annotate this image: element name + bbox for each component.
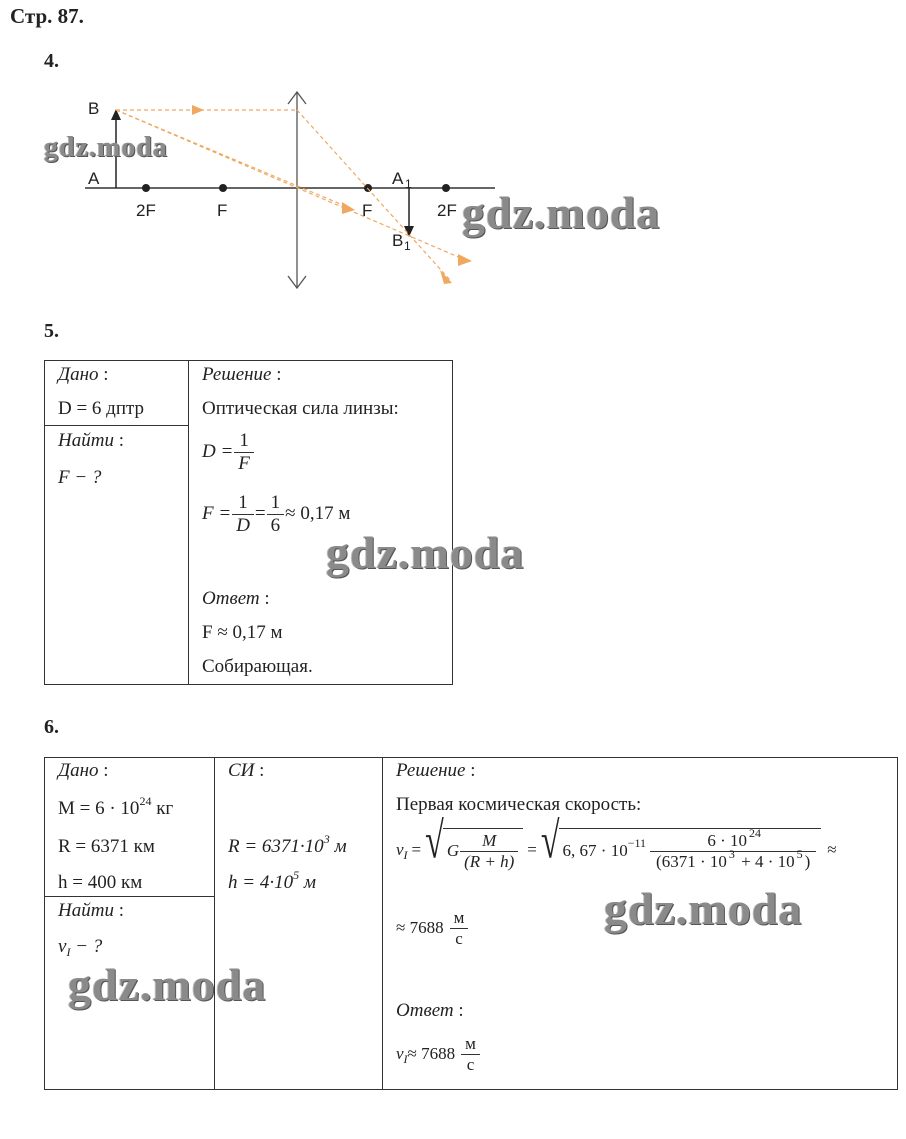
ray-arrow-4-icon bbox=[440, 270, 452, 284]
label-b: B bbox=[88, 99, 100, 118]
eq1-den: F bbox=[238, 452, 250, 474]
result-unit-den: с bbox=[455, 928, 463, 948]
task5-given-label: Дано bbox=[58, 364, 99, 385]
eq2-fraction1 bbox=[234, 492, 252, 537]
watermark-task6-left: gdz.moda bbox=[68, 959, 267, 1010]
task6-find-colon: : bbox=[118, 900, 124, 921]
frac2-num: 6 · 10 $^{24}$ bbox=[707, 826, 761, 850]
task5-find-value: F − ? bbox=[58, 467, 102, 488]
si-h-text: h = 4·10 bbox=[228, 872, 294, 893]
result-unit-num: м bbox=[453, 908, 465, 927]
task6-find-label: Найти bbox=[58, 900, 114, 921]
task6-si-r bbox=[228, 832, 347, 858]
task5-answer-colon: : bbox=[264, 588, 270, 609]
task5-number: 5. bbox=[44, 320, 59, 342]
answer-number: ≈ 7688 bbox=[407, 1044, 456, 1064]
label-b1: B bbox=[392, 231, 404, 250]
frac-numeric bbox=[652, 826, 814, 871]
ray-arrow-3-icon bbox=[458, 254, 472, 266]
eq2-num1: 1 bbox=[238, 492, 248, 513]
task5-eq1 bbox=[202, 430, 255, 475]
task6-si-colon: : bbox=[259, 760, 265, 781]
watermark-task5: gdz.moda bbox=[326, 527, 525, 578]
eq2-num2: 1 bbox=[270, 492, 281, 513]
eq2-den1: D bbox=[236, 514, 250, 536]
task6-answer-label: Ответ bbox=[396, 1000, 454, 1021]
answer-unit-den: с bbox=[466, 1054, 475, 1074]
given-m-exp: 24 bbox=[139, 794, 152, 808]
si-h-exp: 5 bbox=[293, 868, 300, 882]
label-a1-sub: 1 bbox=[405, 177, 412, 191]
frac1-den: (R + h) bbox=[464, 851, 515, 871]
task6-find-value bbox=[58, 936, 102, 958]
task5-answer-value: F ≈ 0,17 м bbox=[202, 622, 283, 643]
task6-given-h: h = 400 км bbox=[58, 872, 143, 893]
task6-solution-label: Решение bbox=[396, 760, 466, 781]
main-eq-equals-2: = bbox=[527, 839, 537, 859]
task6-si-h bbox=[228, 868, 316, 894]
lens-diagram bbox=[0, 80, 520, 300]
eq2-lhs: F = bbox=[202, 503, 232, 525]
task5-solution-line1: Оптическая сила линзы: bbox=[202, 398, 399, 419]
task6-col-divider-2 bbox=[382, 757, 383, 1090]
si-r-exp: 3 bbox=[323, 832, 330, 846]
task6-find-header bbox=[58, 900, 124, 922]
task5-given-header bbox=[58, 364, 109, 386]
label-a: A bbox=[88, 169, 100, 188]
task5-given-colon: : bbox=[103, 364, 109, 385]
task5-col-divider bbox=[188, 360, 189, 685]
task5-find-header bbox=[58, 430, 124, 452]
point-f-left bbox=[219, 184, 227, 192]
label-a1: A bbox=[392, 169, 404, 188]
task6-result bbox=[396, 908, 469, 948]
task6-solution-colon: : bbox=[470, 760, 476, 781]
const-g: G bbox=[446, 841, 460, 861]
main-eq-v: $v_I$ bbox=[396, 839, 408, 862]
task6-given-colon: : bbox=[103, 760, 109, 781]
task6-number: 6. bbox=[44, 716, 59, 738]
label-b1-sub: 1 bbox=[404, 239, 411, 253]
task6-solution-line1: Первая космическая скорость: bbox=[396, 794, 642, 815]
frac1-num: M bbox=[482, 831, 497, 850]
task6-row-divider bbox=[44, 896, 215, 897]
find-v-sub: I bbox=[66, 945, 71, 959]
task5-answer-type: Собирающая. bbox=[202, 656, 313, 677]
task6-given-m bbox=[58, 794, 174, 820]
answer-unit-num: м bbox=[465, 1034, 476, 1053]
task6-si-header bbox=[228, 760, 264, 782]
task5-find-colon: : bbox=[118, 430, 124, 451]
main-eq-approx: ≈ bbox=[827, 839, 837, 859]
eq1-num: 1 bbox=[239, 430, 249, 451]
eq2-equals: = bbox=[254, 503, 266, 525]
sqrt-2: √ 6, $67 \cdot 10^{-11}$ $\frac{6 \cdot 10 ^{24}}{(6371 \cdot 10 ^3 + 4 \cdot 10 ^5 )}$ bbox=[541, 828, 821, 871]
task6-solution-header bbox=[396, 760, 476, 782]
task6-answer-header bbox=[396, 1000, 464, 1022]
task6-col-divider-1 bbox=[214, 757, 215, 1090]
eq1-fraction bbox=[236, 430, 252, 475]
result-value: ≈ 7688 bbox=[396, 918, 444, 938]
eq2-rest: ≈ 0,17 м bbox=[285, 503, 351, 525]
task5-given-value: D = 6 дптр bbox=[58, 398, 145, 419]
frac2-den: (6371 · 10 $^3$ + 4 · 10 $^5$ ) bbox=[656, 846, 811, 871]
result-unit bbox=[452, 908, 467, 948]
si-r-text: R = 6371·10 bbox=[228, 836, 324, 857]
si-h-unit: м bbox=[299, 872, 316, 893]
point-2f-left bbox=[142, 184, 150, 192]
task5-row-divider bbox=[44, 425, 189, 426]
task6-given-header bbox=[58, 760, 109, 782]
task6-main-eq bbox=[396, 814, 837, 871]
label-2f-left: 2F bbox=[136, 201, 156, 220]
si-r-unit: м bbox=[329, 836, 347, 857]
answer-v: $v_I$ bbox=[396, 1044, 408, 1067]
watermark-small: gdz.moda bbox=[44, 132, 168, 163]
label-2f-right: 2F bbox=[437, 201, 457, 220]
task6-answer-colon: : bbox=[458, 1000, 464, 1021]
ray-arrow-2-icon bbox=[342, 202, 355, 214]
task5-solution-colon: : bbox=[276, 364, 282, 385]
given-m-text: M = 6 · 10 bbox=[58, 798, 140, 819]
eq1-lhs: D = bbox=[202, 441, 234, 463]
sqrt-1: √ G $\frac{M}{(R + h)}$ bbox=[425, 828, 523, 871]
label-f-left: F bbox=[217, 201, 228, 220]
find-rest: − ? bbox=[70, 936, 103, 957]
task6-answer-value bbox=[396, 1034, 481, 1074]
page-header: Стр. 87. bbox=[10, 4, 84, 28]
point-2f-right bbox=[442, 184, 450, 192]
task5-find-label: Найти bbox=[58, 430, 114, 451]
given-m-unit: кг bbox=[151, 798, 174, 819]
ray-arrow-1-icon bbox=[192, 105, 204, 115]
task5-solution-label: Решение bbox=[202, 364, 272, 385]
task5-answer-header bbox=[202, 588, 270, 610]
task5-solution-header bbox=[202, 364, 282, 386]
watermark-task6-right: gdz.moda bbox=[604, 883, 803, 934]
task4-number: 4. bbox=[44, 50, 59, 72]
task6-given-label: Дано bbox=[58, 760, 99, 781]
task6-si-label: СИ bbox=[228, 760, 255, 781]
frac-m-rh bbox=[462, 831, 516, 871]
task5-answer-label: Ответ bbox=[202, 588, 260, 609]
watermark-task4: gdz.moda bbox=[462, 187, 661, 238]
answer-unit bbox=[463, 1034, 478, 1074]
eq2-den2: 6 bbox=[270, 514, 281, 536]
eq2-fraction2 bbox=[269, 492, 283, 537]
find-v: v bbox=[58, 936, 67, 957]
label-f-right: F bbox=[362, 201, 373, 220]
task6-given-r: R = 6371 км bbox=[58, 836, 155, 857]
main-eq-equals: = bbox=[411, 839, 422, 859]
const-value: 6, $67 \cdot 10^{-11}$ bbox=[562, 836, 647, 861]
